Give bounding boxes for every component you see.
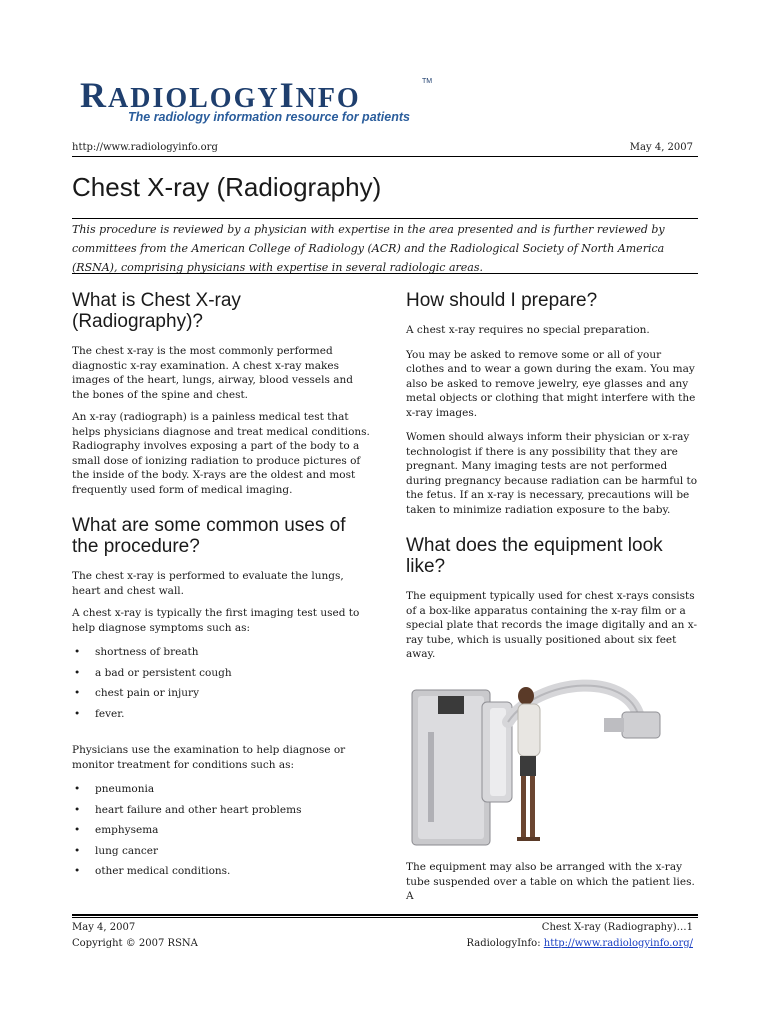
intro-top-rule (72, 218, 698, 219)
footer-rule (72, 914, 698, 916)
footer-right (466, 920, 693, 952)
paragraph-prep-1: A chest x-ray requires no special preparation. (406, 324, 650, 336)
heading-common-uses: What are some common uses of the procedure? (72, 515, 346, 557)
conditions-list (72, 782, 372, 885)
paragraph-prep-2: You may be asked to remove some or all of your clothes and to wear a gown during the exam. You may also be asked to remove jewelry, eye glasses and any metal objects or clothing that might interfere with the x-ray images. (406, 348, 696, 419)
bullet-dot-icon: • (74, 646, 81, 658)
page-title: Chest X-ray (Radiography) (72, 172, 382, 202)
footer-date: May 4, 2007 (72, 922, 136, 933)
logo-letter-i: I (279, 75, 296, 115)
logo-letters-adiology: ADIOLOGY (108, 83, 280, 114)
header-date: May 4, 2007 (629, 142, 693, 153)
bullet-dot-icon: • (74, 783, 81, 795)
list-item: • lung cancer (74, 844, 158, 857)
symptoms-list (72, 645, 372, 727)
logo-tagline: The radiology information resource for patients (128, 110, 410, 124)
chest-xray-equipment-image (408, 672, 698, 850)
footer-rule-thin (72, 917, 698, 918)
footer-copyright: Copyright © 2007 RSNA (72, 938, 198, 949)
footer-page-title: Chest X-ray (Radiography)…1 (541, 922, 693, 933)
paragraph-what-1: The chest x-ray is the most commonly performed diagnostic x-ray examination. A chest x-ray makes images of the heart, lungs, airway, blood vessels and the bones of the spine and chest. (72, 345, 353, 401)
bullet-dot-icon: • (74, 687, 81, 699)
paragraph-uses-3: Physicians use the examination to help diagnose or monitor treatment for conditions such as: (72, 744, 346, 771)
bullet-dot-icon: • (74, 707, 81, 720)
header-url[interactable]: http://www.radiologyinfo.org (72, 142, 218, 153)
left-column (72, 290, 372, 885)
list-item: • emphysema (74, 824, 159, 836)
paragraph-prep-3: Women should always inform their physician or x-ray technologist if there is any possibility that they are pregnant. Many imaging tests are not performed during pregnancy because radiation can be harmful to the fetus. If an x-ray is necessary, precautions will be taken to minimize radiation exposure to the baby. (406, 431, 698, 516)
footer-left (72, 920, 198, 952)
paragraph-uses-1: The chest x-ray is performed to evaluate the lungs, heart and chest wall. (72, 570, 344, 597)
review-note: This procedure is reviewed by a physician with expertise in the area presented and is further reviewed by committees from the American College of Radiology (ACR) and the Radiological Society of North America (RSNA), comprising physicians with expertise in several radiologic areas. (72, 223, 665, 274)
list-item: • fever. (74, 707, 125, 720)
heading-what-is: What is Chest X-ray (Radiography)? (72, 290, 241, 332)
list-item: • shortness of breath (74, 646, 199, 658)
bullet-dot-icon: • (74, 803, 81, 816)
paragraph-equip-1: The equipment typically used for chest x-rays consists of a box-like apparatus containing the x-ray film or a special plate that records the image digitally and an x-ray tube, which is usually positioned about six feet away. (406, 590, 698, 660)
intro-bottom-rule (72, 273, 698, 274)
right-column-continued (406, 860, 698, 904)
logo-letters-nfo: NFO (295, 83, 361, 114)
bullet-dot-icon: • (74, 666, 81, 679)
footer-site (466, 936, 693, 952)
list-item: • heart failure and other heart problems (74, 803, 302, 816)
bullet-dot-icon: • (74, 865, 81, 877)
logo-letter-r: R (80, 75, 108, 115)
radiologyinfo-logo (76, 74, 436, 130)
footer-site-link[interactable]: http://www.radiologyinfo.org/ (543, 938, 693, 949)
paragraph-what-2: An x-ray (radiograph) is a painless medical test that helps physicians diagnose and treat medical conditions. Radiography involves exposing a part of the body to a small dose of ionizing radiation to produce pictures of the inside of the body. X-rays are the oldest and most frequently used form of medical imaging. (72, 411, 370, 496)
paragraph-equip-2: The equipment may also be arranged with the x-ray tube suspended over a table on which the patient lies. A (406, 861, 695, 902)
header-rule (72, 156, 698, 157)
heading-prepare: How should I prepare? (406, 290, 598, 311)
trademark-mark: TM (422, 78, 433, 85)
bullet-dot-icon: • (74, 824, 81, 836)
bullet-dot-icon: • (74, 844, 81, 857)
paragraph-uses-2: A chest x-ray is typically the first imaging test used to help diagnose symptoms such as: (72, 607, 360, 634)
heading-equipment: What does the equipment look like? (406, 535, 663, 577)
list-item: • chest pain or injury (74, 687, 200, 699)
list-item: • pneumonia (74, 783, 155, 795)
list-item: • a bad or persistent cough (74, 666, 232, 679)
list-item: • other medical conditions. (74, 865, 231, 877)
right-column (406, 290, 698, 662)
footer-site-label: RadiologyInfo: (466, 938, 541, 949)
